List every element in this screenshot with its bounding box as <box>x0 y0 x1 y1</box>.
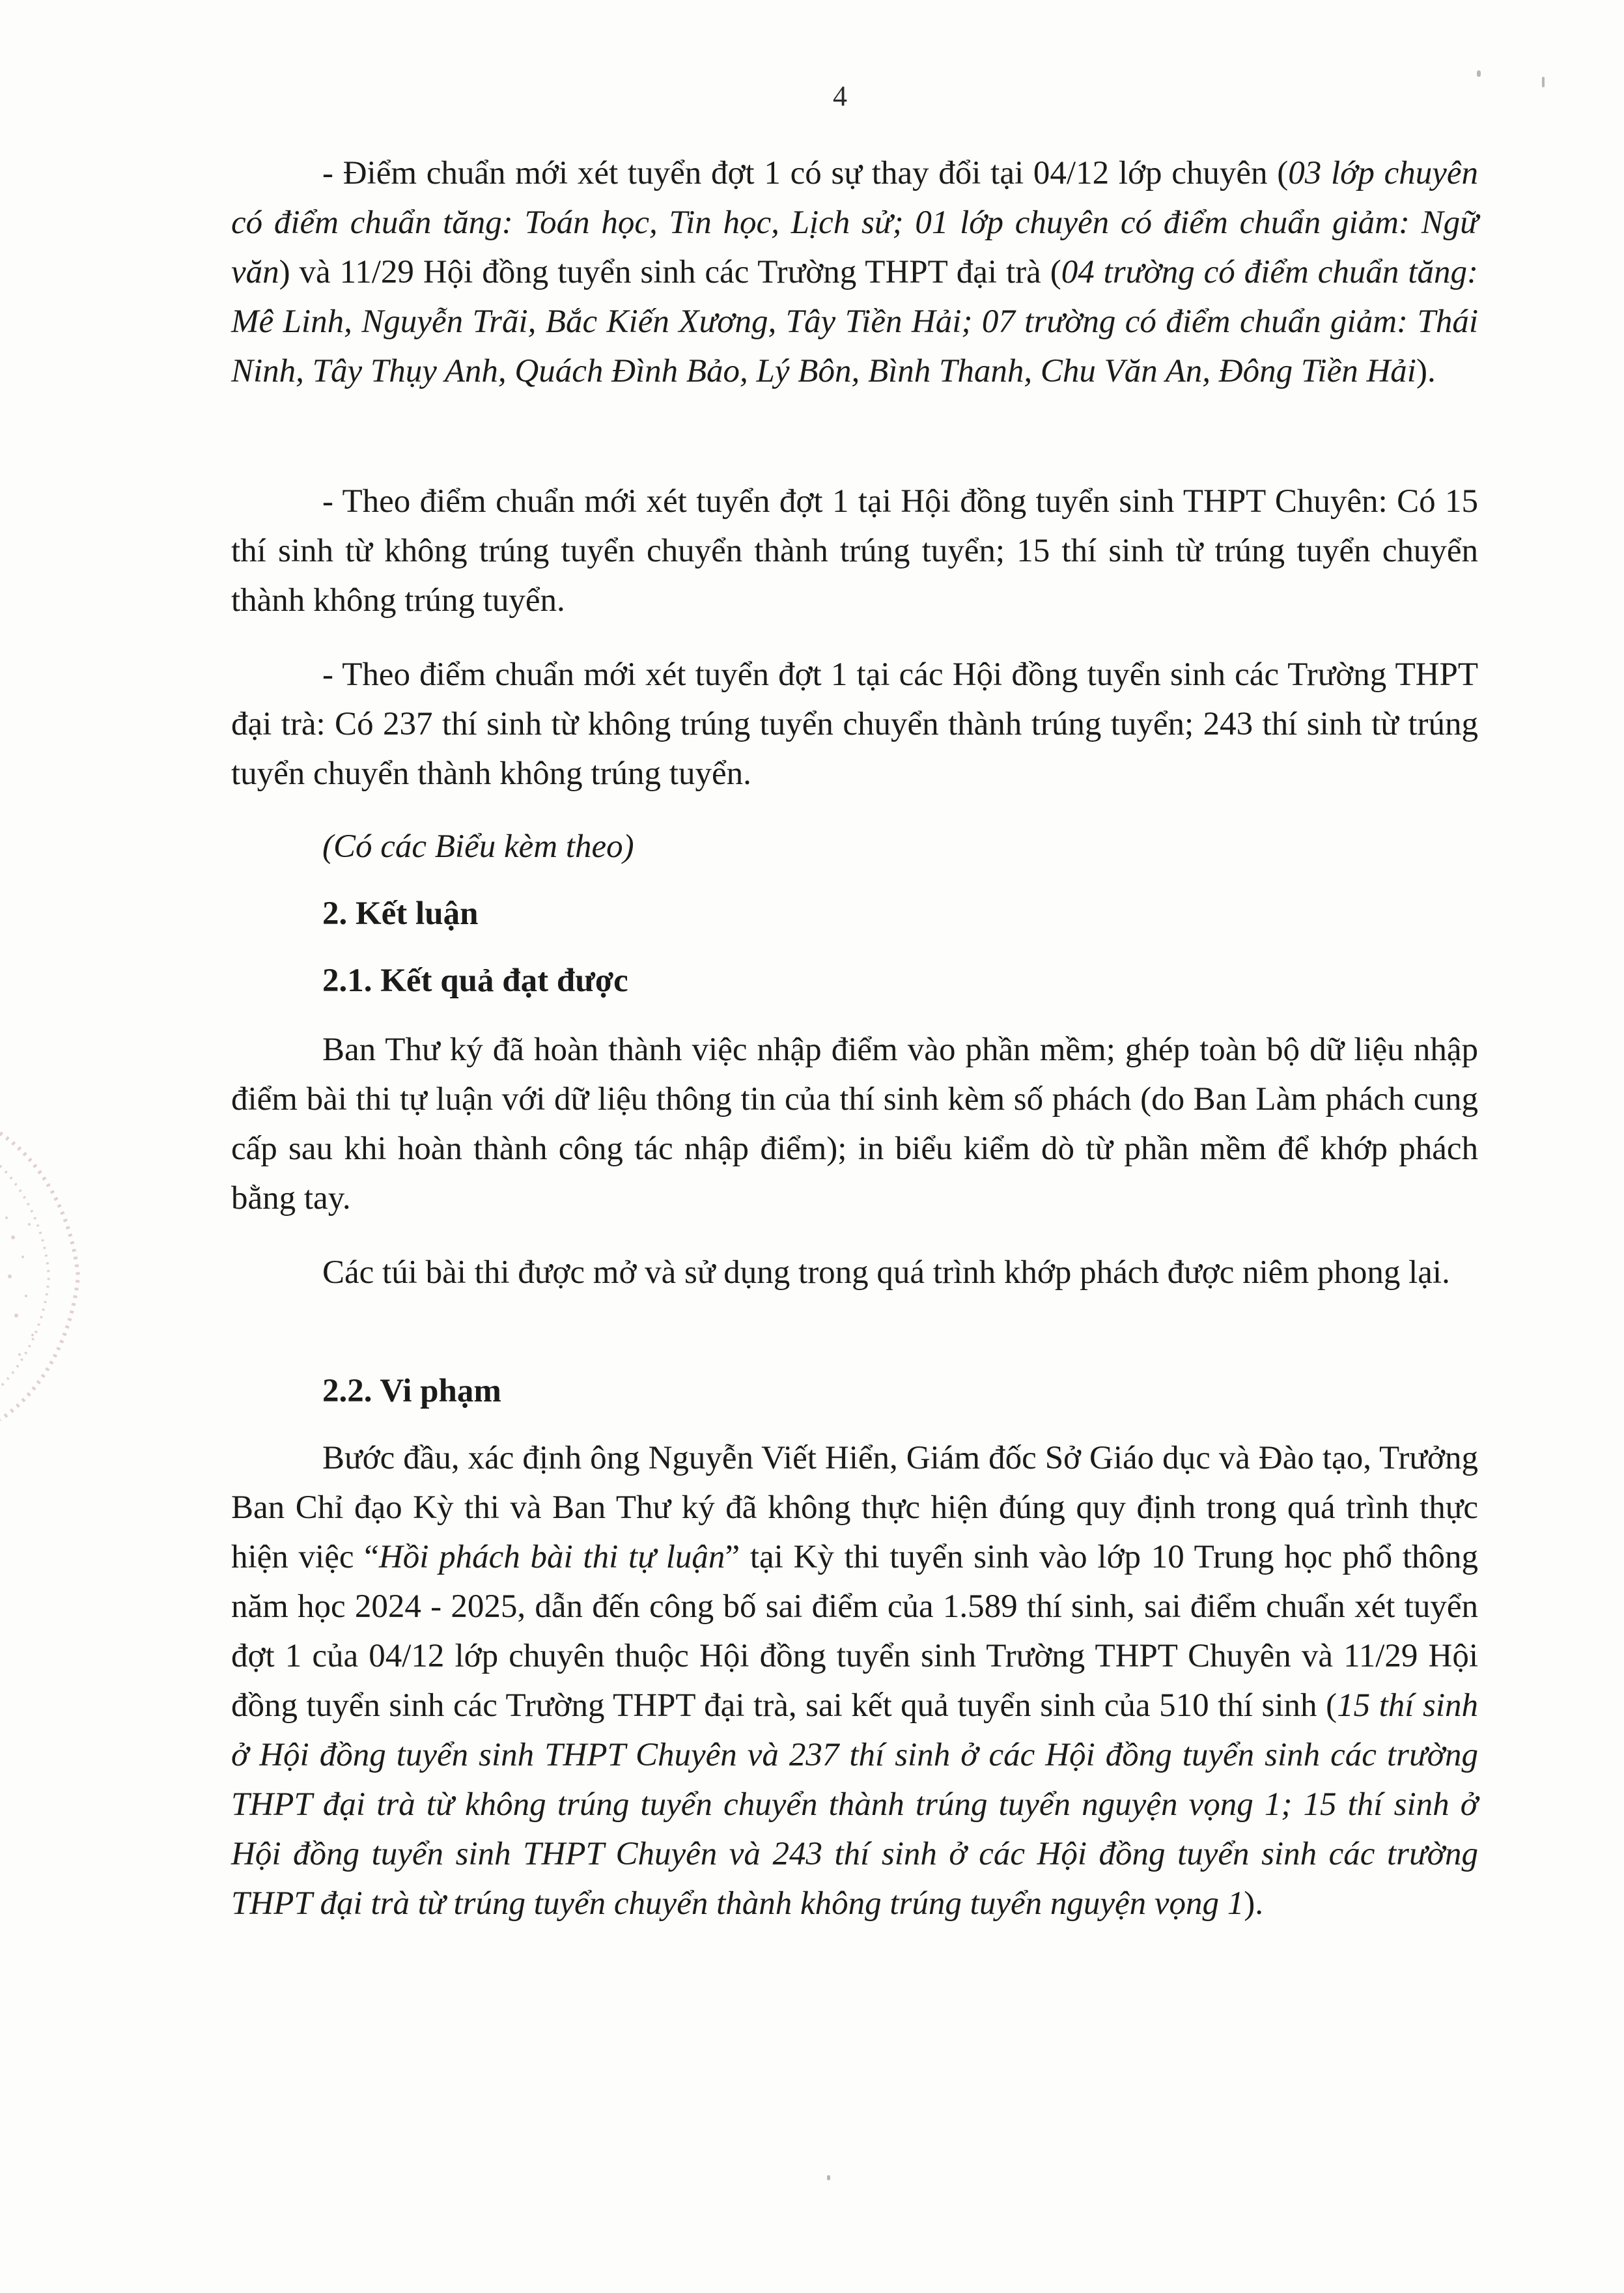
paragraph-results-1 <box>231 1025 1478 1223</box>
violations-tail: ). <box>1244 1885 1263 1922</box>
results-1-text: Ban Thư ký đã hoàn thành việc nhập điểm vào phần mềm; ghép toàn bộ dữ liệu nhập điểm bài thi tự luận với dữ liệu thông tin của thí sinh kèm số phách (do Ban Làm phách cung cấp sau khi hoàn thành công tác nhập điểm); in biểu kiểm dò từ phần mềm để khớp phách bằng tay. <box>231 1032 1478 1217</box>
violations-detail: 15 thí sinh ở Hội đồng tuyển sinh THPT Chuyên và 237 thí sinh ở các Hội đồng tuyển sinh các trường THPT đại trà từ không trúng tuyển chuyển thành trúng tuyển nguyện vọng 1; 15 thí sinh ở Hội đồng tuyển sinh THPT Chuyên và 243 thí sinh ở các Hội đồng tuyển sinh các trường THPT đại trà từ trúng tuyển chuyển thành không trúng tuyển nguyện vọng 1 <box>231 1687 1479 1922</box>
paragraph-specialized-council <box>231 477 1478 625</box>
paragraph-violations <box>231 1433 1478 1928</box>
benchmark-changes-specialized-detail: 03 lớp chuyên có điểm chuẩn tăng: Toán học, Tin học, Lịch sử; 01 lớp chuyên có điểm chuẩn giảm: Ngữ văn <box>231 155 1478 290</box>
heading-conclusion: 2. Kết luận <box>322 895 479 932</box>
heading-violations: 2.2. Vi phạm <box>322 1373 501 1409</box>
paragraph-results-2 <box>231 1248 1478 1297</box>
violations-mid: ” tại Kỳ thi tuyển sinh vào lớp 10 Trung học phổ thông năm học 2024 - 2025, dẫn đến công bố sai điểm của 1.589 thí sinh, sai điểm chuẩn xét tuyển đợt 1 của 04/12 lớp chuyên thuộc Hội đồng tuyển sinh Trường THPT Chuyên và 11/29 Hội đồng tuyển sinh các Trường THPT đại trà, sai kết quả tuyển sinh của 510 thí sinh ( <box>231 1539 1479 1724</box>
benchmark-changes-mid: ) và 11/29 Hội đồng tuyển sinh các Trường THPT đại trà ( <box>279 254 1061 290</box>
stamp-bleed-mark <box>0 1120 104 1433</box>
scan-speck <box>1477 70 1481 77</box>
benchmark-changes-lead: - Điểm chuẩn mới xét tuyển đợt 1 có sự thay đổi tại 04/12 lớp chuyên ( <box>322 155 1289 191</box>
page-number: 4 <box>833 80 847 112</box>
general-councils-text: - Theo điểm chuẩn mới xét tuyển đợt 1 tại các Hội đồng tuyển sinh các Trường THPT đại trà: Có 237 thí sinh từ không trúng tuyển chuyển thành trúng tuyển; 243 thí sinh từ trúng tuyển chuyển thành không trúng tuyển. <box>231 656 1478 792</box>
violations-quoted-term: Hồi phách bài thi tự luận <box>378 1539 725 1575</box>
violations-lead: Bước đầu, xác định ông Nguyễn Viết Hiển, Giám đốc Sở Giáo dục và Đào tạo, Trưởng Ban Chỉ đạo Kỳ thi và Ban Thư ký đã không thực hiện đúng quy định trong quá trình thực hiện việc “ <box>231 1440 1478 1575</box>
results-2-text: Các túi bài thi được mở và sử dụng trong quá trình khớp phách được niêm phong lại. <box>322 1254 1450 1291</box>
paragraph-benchmark-changes <box>231 148 1478 396</box>
paragraph-general-councils <box>231 650 1478 798</box>
benchmark-changes-general-detail: 04 trường có điểm chuẩn tăng: Mê Linh, Nguyễn Trãi, Bắc Kiến Xương, Tây Tiền Hải; 07 trường có điểm chuẩn giảm: Thái Ninh, Tây Thụy Anh, Quách Đình Bảo, Lý Bôn, Bình Thanh, Chu Văn An, Đông Tiền Hải <box>231 254 1478 389</box>
benchmark-changes-tail: ). <box>1416 353 1436 389</box>
attachment-note: (Có các Biểu kèm theo) <box>322 828 634 865</box>
scan-speck <box>1542 77 1545 87</box>
scan-speck <box>827 2175 830 2180</box>
specialized-council-text: - Theo điểm chuẩn mới xét tuyển đợt 1 tại Hội đồng tuyển sinh THPT Chuyên: Có 15 thí sinh từ không trúng tuyển chuyển thành trúng tuyển; 15 thí sinh từ trúng tuyển chuyển thành không trúng tuyển. <box>231 483 1478 619</box>
heading-results-achieved: 2.1. Kết quả đạt được <box>322 963 628 999</box>
